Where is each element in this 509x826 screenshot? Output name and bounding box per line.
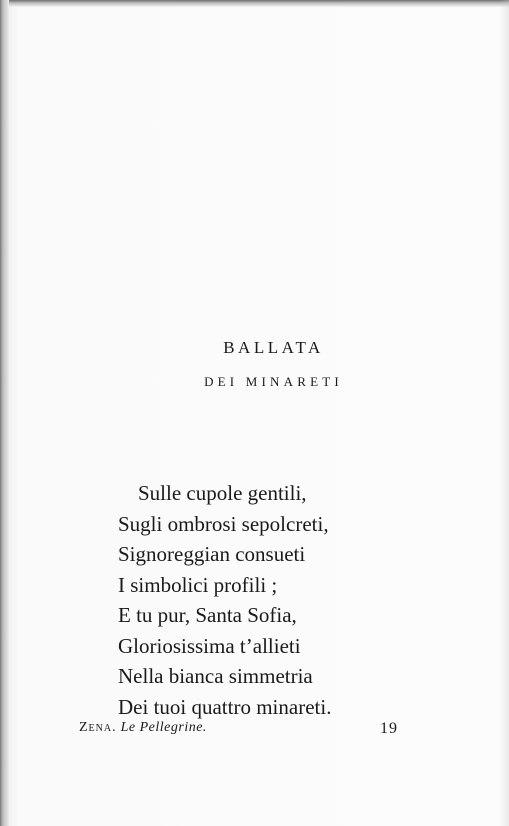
poem-line: Sulle cupole gentili, — [138, 481, 307, 505]
page-right-shadow — [499, 0, 509, 826]
poem-line: Nella bianca simmetria — [118, 664, 313, 688]
poem-line: E tu pur, Santa Sofia, — [118, 603, 297, 627]
poem-subtitle: DEI MINARETI — [204, 374, 343, 389]
poem-line: Dei tuoi quattro minareti. — [118, 694, 332, 719]
poem-stanza — [118, 478, 331, 722]
poem-line: Gloriosissima t’allieti — [118, 633, 301, 658]
page-binding-edge — [0, 0, 9, 826]
page-number: 19 — [380, 720, 398, 737]
poem-line: Signoreggian consueti — [118, 542, 306, 566]
poem-line: I simbolici profili ; — [118, 572, 278, 597]
footer-author: Zena. — [79, 720, 117, 735]
poem-title: BALLATA — [223, 338, 324, 357]
footer-work-title: Le Pellegrine. — [120, 720, 207, 735]
running-footer — [79, 720, 207, 736]
page-top-edge — [0, 0, 509, 7]
poem-line: Sugli ombrosi sepolcreti, — [118, 511, 329, 536]
